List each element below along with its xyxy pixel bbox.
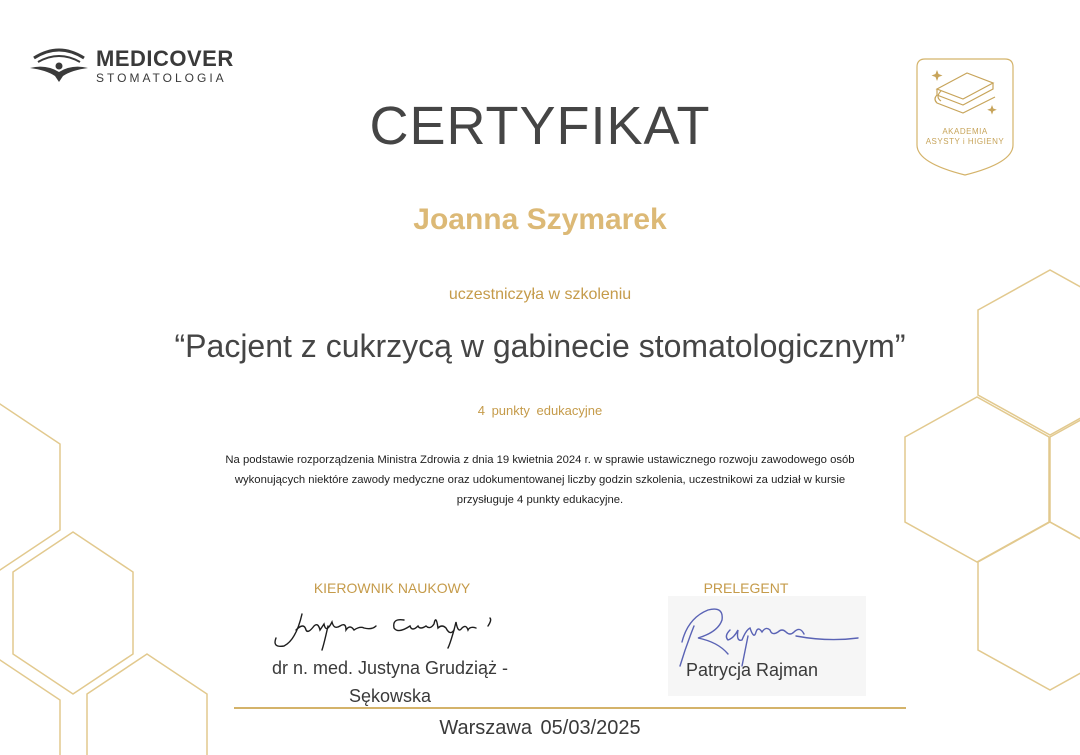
badge-line1: AKADEMIA (942, 127, 988, 136)
speaker-role: PRELEGENT (703, 580, 789, 596)
scientific-director-name-line1: dr n. med. Justyna Grudziąż - (271, 658, 509, 678)
logo-sub-text: STOMATOLOGIA (96, 71, 227, 85)
scientific-director-signature (262, 600, 522, 660)
hexagon-right-bottom (978, 522, 1080, 690)
scientific-director-name (245, 654, 535, 710)
recipient-name: Joanna Szymarek (413, 203, 667, 236)
hexagon-right-edge (1050, 397, 1080, 562)
hexagon-left-edge (0, 660, 60, 755)
hexagon-left-top (0, 404, 60, 570)
hexagon-left-middle (13, 532, 133, 694)
logo-brand-text: MEDICOVER (96, 46, 234, 71)
legal-line-2: wykonujących niektóre zawody medyczne oraz udokumentowanej liczby godzin szkolenia, uczestnikowi za udział w kursie (234, 474, 846, 486)
scientific-director-role: KIEROWNIK NAUKOWY (313, 580, 471, 596)
footer-divider (234, 707, 906, 709)
medicover-figure-icon (28, 40, 90, 84)
participation-text: uczestniczyła w szkoleniu (448, 286, 632, 303)
badge-line2: ASYSTY i HIGIENY (925, 137, 1005, 146)
education-points: 4 punkty edukacyjne (477, 403, 603, 418)
scientific-director-name-line2: Sękowska (348, 686, 432, 706)
place-and-date: Warszawa 05/03/2025 (439, 717, 641, 739)
course-title: “Pacjent z cukrzycą w gabinecie stomatologicznym” (174, 328, 906, 364)
legal-basis-text (165, 450, 915, 510)
certificate-title: CERTYFIKAT (369, 96, 711, 156)
speaker-name: Patrycja Rajman (685, 660, 819, 680)
legal-line-1: Na podstawie rozporządzenia Ministra Zdrowia z dnia 19 kwietnia 2024 r. w sprawie ustawicznego rozwoju zawodowego osób (225, 454, 855, 466)
legal-line-3: przysługuje 4 punkty edukacyjne. (456, 494, 624, 506)
medicover-logo (28, 40, 248, 90)
speaker-signature (668, 596, 866, 696)
